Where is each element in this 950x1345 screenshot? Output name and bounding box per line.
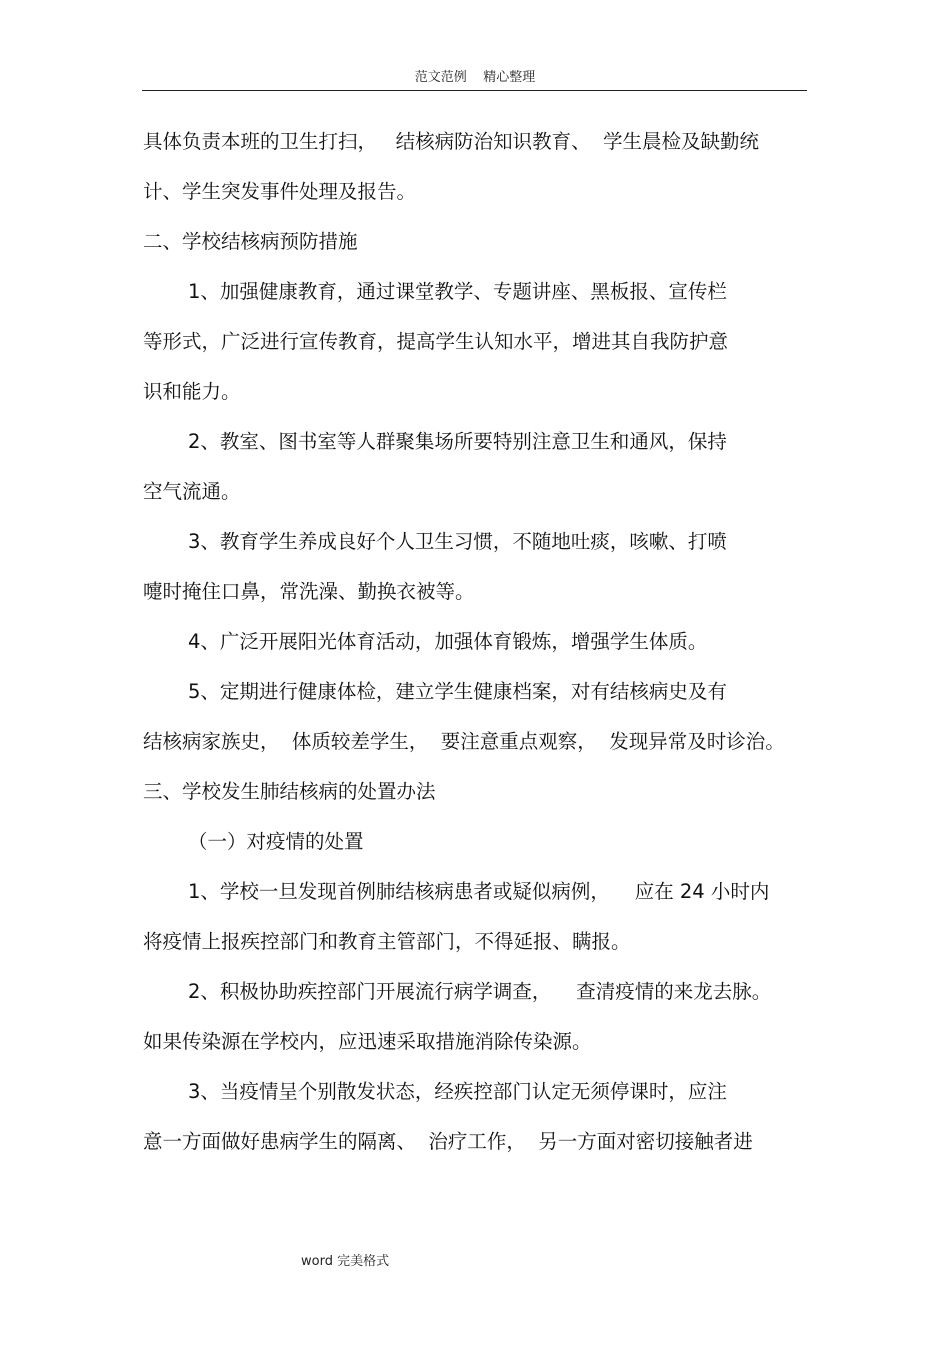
body-line: 5、定期进行健康体检，建立学生健康档案，对有结核病史及有 [188,680,727,703]
body-line: 空气流通。 [143,480,241,503]
body-line: 意一方面做好患病学生的隔离、 治疗工作， 另一方面对密切接触者进 [143,1130,753,1153]
subsection-heading: （一）对疫情的处置 [188,830,364,853]
page-footer: word 完美格式 [301,1254,390,1269]
body-line: 1、加强健康教育，通过课堂教学、专题讲座、黑板报、宣传栏 [188,280,727,303]
body-line: 3、教育学生养成良好个人卫生习惯，不随地吐痰，咳嗽、打喷 [188,530,727,553]
body-line: 如果传染源在学校内，应迅速采取措施消除传染源。 [143,1030,592,1053]
body-line: 具体负责本班的卫生打扫， 结核病防治知识教育、 学生晨检及缺勤统 [143,130,759,153]
header-divider [142,90,807,91]
page-header: 范文范例 精心整理 [414,70,536,85]
body-line: 等形式，广泛进行宣传教育，提高学生认知水平，增进其自我防护意 [143,330,729,353]
body-line: 结核病家族史， 体质较差学生， 要注意重点观察， 发现异常及时诊治。 [143,730,785,753]
body-line: 计、学生突发事件处理及报告。 [143,180,417,203]
section-heading: 二、学校结核病预防措施 [143,230,358,253]
body-line: 2、积极协助疾控部门开展流行病学调查， 查清疫情的来龙去脉。 [188,980,772,1003]
body-line: 识和能力。 [143,380,241,403]
section-heading: 三、学校发生肺结核病的处置办法 [143,780,436,803]
body-line: 将疫情上报疾控部门和教育主管部门，不得延报、瞒报。 [143,930,631,953]
body-line: 3、当疫情呈个别散发状态，经疾控部门认定无须停课时，应注 [188,1080,727,1103]
body-line: 1、学校一旦发现首例肺结核病患者或疑似病例， 应在 24 小时内 [188,880,770,903]
body-line: 4、广泛开展阳光体育活动，加强体育锻炼，增强学生体质。 [188,630,708,653]
body-line: 嚏时掩住口鼻，常洗澡、勤换衣被等。 [143,580,475,603]
body-line: 2、教室、图书室等人群聚集场所要特别注意卫生和通风，保持 [188,430,727,453]
